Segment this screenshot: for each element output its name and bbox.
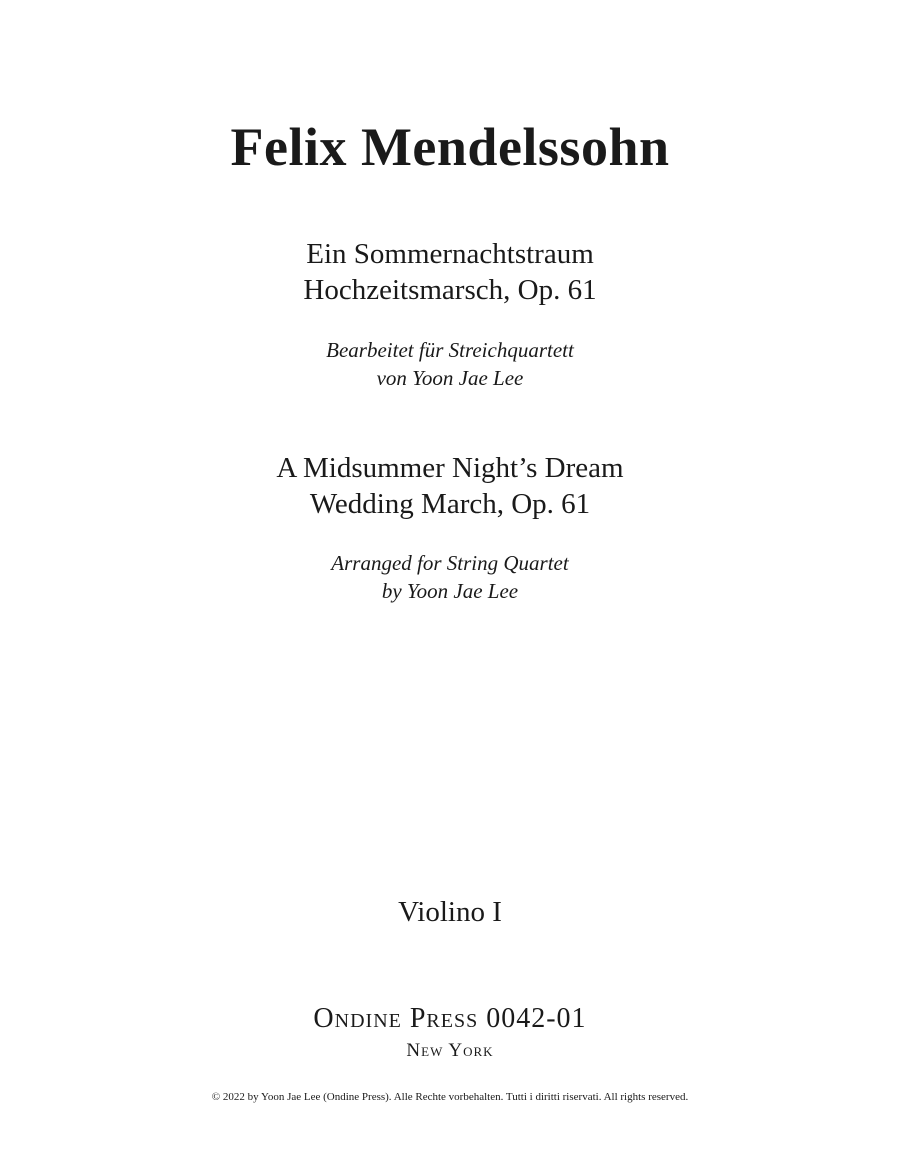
german-arranger-line1: Bearbeitet für Streichquartett: [326, 338, 574, 362]
german-title-line2: Hochzeitsmarsch, Op. 61: [303, 274, 597, 306]
copyright-notice: © 2022 by Yoon Jae Lee (Ondine Press). Alle Rechte vorbehalten. Tutti i diritti riservati. All rights reserved.: [211, 1091, 689, 1103]
composer-name: Felix Mendelssohn: [230, 117, 670, 177]
german-title-line1: Ein Sommernachtstraum: [306, 238, 594, 270]
publisher-name: Ondine Press 0042-01: [313, 1003, 587, 1034]
instrument-part: Violino I: [398, 896, 502, 928]
english-title-line1: A Midsummer Night’s Dream: [276, 452, 624, 484]
english-arranger-line1: Arranged for String Quartet: [331, 551, 569, 575]
publisher-city: New York: [406, 1040, 494, 1061]
english-title-line2: Wedding March, Op. 61: [309, 488, 591, 520]
english-arranger-line2: by Yoon Jae Lee: [381, 579, 519, 603]
german-arranger-line2: von Yoon Jae Lee: [376, 366, 524, 390]
